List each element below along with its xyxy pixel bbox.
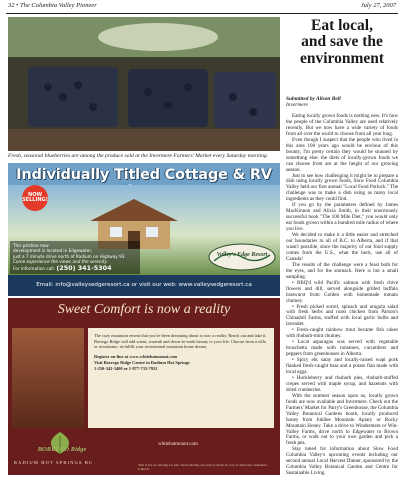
borrego-ad[interactable] [8, 298, 280, 475]
article-paragraph: Just to see how challenging it might be to prepare a dish using locally grown foods, Slow Food Columbia Valley held our first annual "Local Food Potluck." The challenge was to make a dish using as many local ingredients as they could find. [286, 172, 398, 203]
cottage-ad-line4: Come experience the views and the serenity. [13, 258, 108, 264]
article-body [286, 114, 398, 477]
cottage-ad-info [10, 241, 140, 274]
article-paragraph: Eating locally grown foods is nothing new. It's how the people of the Columbia Valley are used relatively recently. But we now have a wide variety of foods from all over the world to choose from all year long. [286, 113, 398, 137]
article-paragraph: • Fresh-caught rainbow trout became fish cakes with rhubarb-mint chutney. [286, 327, 398, 340]
cottage-ad-line3: just a 7 minute drive north of Radium on Highway 93. [13, 253, 126, 259]
photo-caption: Fresh, seasonal blueberries are among the produce sold at the Invermere Farmers' Market every Saturday morning. [8, 153, 269, 159]
cottage-ad-line1: This pristine new [13, 243, 49, 248]
headline-line-3: environment [299, 49, 385, 67]
borrego-ad-body [88, 328, 274, 428]
cottage-ad[interactable] [8, 163, 280, 296]
article-byline [286, 96, 398, 109]
borrego-ad-visit: Visit Borrego Ridge Centre in Radium Hot Springs [94, 359, 190, 365]
article-paragraph: • Huckleberry and rhubarb pies, rhubarb-stuffed crepes served with maple syrup, and hazenuts with dried cranberries. [286, 374, 398, 393]
header-rule [6, 13, 398, 14]
article-paragraph: Stay tuned for information about Slow Food Columbia Valley's upcoming events including our second annual Local Harvest Dinner, sponsored by the Columbia Valley Botanical Garden and Centre for Sustainable Living. [286, 446, 398, 477]
borrego-ad-register[interactable]: Register on-line at www.whitehatmount.com [94, 354, 178, 360]
article-headline [286, 18, 398, 67]
page-date: July 27, 2007 [360, 2, 396, 9]
cottage-ad-title: Individually Titled Cottage & RV [16, 167, 272, 183]
article-paragraph: We decided to make it a little easier and stretched our boundaries to all of B.C. to Alberta, and if that wasn't possible, since the majority of our food supply comes from the U.S., what the heck, use all of Canada! [286, 232, 398, 262]
headline-line-2: and save the [301, 33, 383, 51]
logo-text: Valley's Edge Resort [216, 252, 268, 258]
headline-line-1: Eat local, [311, 17, 373, 34]
borrego-leaf-icon [30, 430, 90, 460]
article-paragraph: If you go by the parameters defined by James MacKinnon and Alicia Smith, in their enormously successful book "The 100 Mile Diet," you would only eat foods grown within a hundred mile radius of where you live. [286, 202, 398, 233]
byline-author: Submitted by Alison Bell [286, 96, 341, 102]
borrego-ad-photo [12, 328, 84, 428]
borrego-ad-title: Sweet Comfort is now a reality [57, 302, 231, 317]
borrego-ad-url[interactable]: whitehatmount.com [158, 442, 198, 447]
article-paragraph: With the summer season upon us, locally grown foods are now available and Invermere. Check out the Farmers' Market for Parry's Greenhouse, the Columbia Valley Botanical Gardens booth, locally produced honey from Jubilee Mountain Apiary or Rocky Mountain Honey. Take a drive to Windermere or Win-Valley Farms, drive north to Edgewater to Brown Farms, or walk out to your own garden and pick a fresh pea. [286, 392, 398, 447]
cottage-ad-phone[interactable]: (250) 341-5304 [56, 264, 112, 272]
borrego-ad-disclaimer: This is not an offering for sale. Such offering can only be made by way of disclosure statement. E.&O.E. [138, 463, 268, 471]
blueberries-photo [8, 17, 280, 151]
valleys-edge-logo [208, 243, 276, 271]
borrego-ad-phone[interactable]: 1-250-342-3400 or 1-877-733-7952 [94, 365, 158, 371]
article-paragraph: • Spicy elk satay and locally-raised wapi pork flanked fresh-caught bass and a potato flan made with local eggs. [286, 357, 398, 375]
article-paragraph: Even though I suspect that the people who lived in this area 100 years ago would be envious of this bounty, I'm pretty certain they would be stunned by something else: the diets of locally-grown foods we can choose from are at the height of our growing season. [286, 136, 398, 173]
article-paragraph: • BBQ'd wild Pacific salmon with fresh chive flowers and dill, served alongside grilled buffalo bratwurst from Golden with homemade tomato chutney. [286, 279, 398, 304]
article-paragraph: • Local asparagus was served with vegetable bruschetta made with tomatoes, cucumbers and peppers from greenhouses in Alberta. [286, 339, 398, 358]
borrego-ad-paragraph: The cozy mountain retreat that you've been dreaming about is now a reality. Reach out and take it. Borrego Ridge will add warm, warmth and down-to-earth beauty to your life. Choose from a villa or townhome, in-fulfill your recreational mountain home dream. [94, 333, 267, 350]
cottage-ad-phone-label: For information call: [13, 266, 55, 271]
borrego-brand: BORREGO Ridge [37, 446, 87, 453]
cottage-ad-contact-bar[interactable]: Email: info@valleysedgeresort.ca or visit our web: www.valleysedgeresort.ca [8, 275, 280, 296]
byline-location: Invermere [286, 102, 308, 109]
borrego-ad-location: RADIUM HOT SPRINGS BC [14, 460, 94, 465]
article-paragraph: The results of the challenge were a feast both for the eyes, and for the stomach. Here is but a small sampling: [286, 261, 398, 280]
article-paragraph: • Fresh picked sorrel, spinach and arugula salad with fresh herbs and roast chicken from Parson's Chinadoll Farms, stuffed with local garlic bulbs and lavender. [286, 303, 398, 328]
now-selling-badge: NOW SELLING! [22, 185, 48, 211]
cottage-ad-line2: development is located in Edgewater, [13, 248, 93, 254]
page-folio: 32 • The Columbia Valley Pioneer [8, 2, 97, 9]
market-photo-image [8, 17, 280, 151]
